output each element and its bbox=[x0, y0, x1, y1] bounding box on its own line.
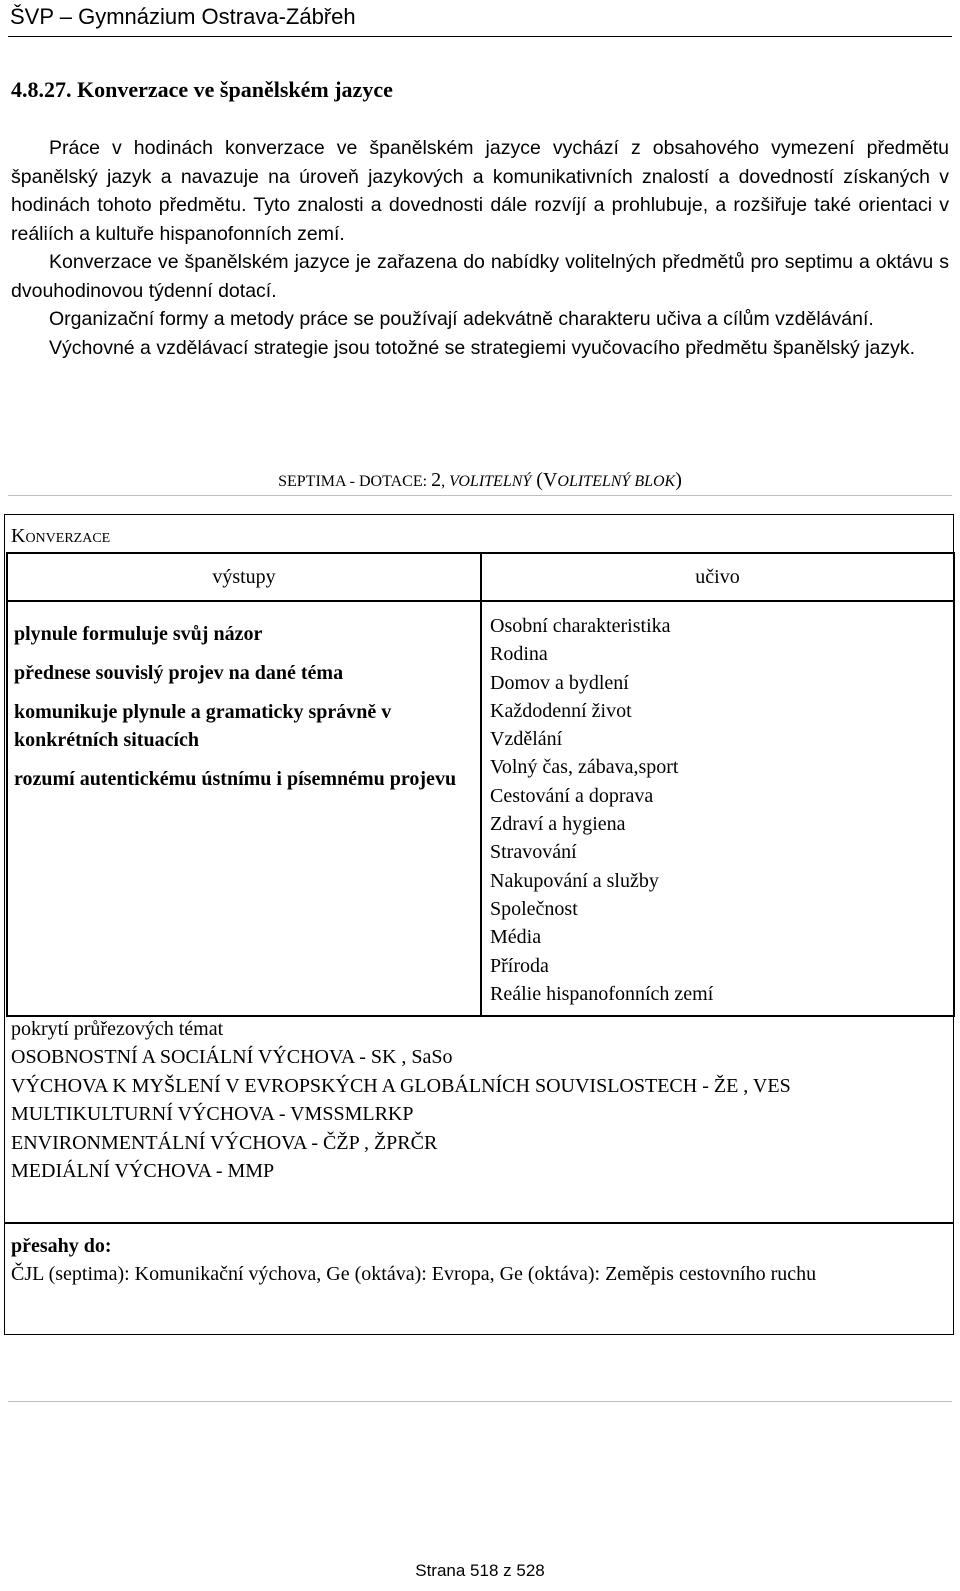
ucivo-item: Příroda bbox=[490, 954, 549, 977]
dotace-value: 2 bbox=[431, 469, 442, 491]
outputs-content-table bbox=[6, 552, 955, 1017]
intro-text bbox=[11, 134, 949, 362]
grade-name: SEPTIMA bbox=[278, 473, 346, 490]
presahy-section bbox=[11, 1232, 951, 1289]
ucivo-item: Cestování a doprava bbox=[490, 784, 654, 807]
ucivo-cell bbox=[481, 601, 954, 1016]
ucivo-item: Média bbox=[490, 926, 542, 949]
block-type: OLITELNÝ BLOK bbox=[557, 473, 676, 490]
ucivo-item: Vzdělání bbox=[490, 728, 563, 751]
header-divider bbox=[8, 36, 952, 37]
ucivo-item: Zdraví a hygiena bbox=[490, 813, 626, 836]
ucivo-item: Volný čas, zábava,sport bbox=[490, 756, 679, 779]
output-item: rozumí autentickému ústnímu i písemnému projevu bbox=[14, 768, 457, 790]
ucivo-item: Společnost bbox=[490, 897, 578, 920]
presahy-divider bbox=[4, 1222, 954, 1224]
intro-paragraph: Výchovné a vzdělávací strategie jsou totožné se strategiemi vyučovacího předmětu španělský jazyk. bbox=[49, 336, 916, 359]
presahy-label: přesahy do: bbox=[11, 1235, 112, 1257]
column-header-ucivo: učivo bbox=[481, 553, 954, 601]
konverzace-label: Konverzace bbox=[11, 525, 111, 547]
output-item: komunikuje plynule a gramaticky správně v konkrétních situacích bbox=[14, 701, 392, 751]
intro-paragraph: Práce v hodinách konverzace ve španělském jazyce vychází z obsahového vymezení předmětu španělský jazyk a navazuje na úroveň jazykových a komunikativních znalostí a dovedností získaných v hodinách tohoto předmětu. Tyto znalosti a dovednosti dále rozvíjí a prohlubuje, a rozšiřuje také orientaci v reáliích a kultuře hispanofonních zemí. bbox=[11, 137, 949, 245]
section-title: 4.8.27. Konverzace ve španělském jazyce bbox=[11, 77, 393, 102]
cross-topic-item: MEDIÁLNÍ VÝCHOVA - MMP bbox=[11, 1160, 275, 1183]
outputs-cell bbox=[7, 601, 481, 1016]
subject-type: VOLITELNÝ bbox=[449, 473, 532, 490]
intro-paragraph: Konverzace ve španělském jazyce je zařazena do nabídky volitelných předmětů pro septimu a oktávu s dvouhodinovou týdenní dotací. bbox=[11, 251, 949, 302]
cross-topic-item: OSOBNOSTNÍ A SOCIÁLNÍ VÝCHOVA - SK , SaSo bbox=[11, 1046, 453, 1069]
intro-paragraph: Organizační formy a metody práce se používají adekvátně charakteru učiva a cílům vzdělávání. bbox=[49, 308, 874, 330]
cross-topic-item: ENVIRONMENTÁLNÍ VÝCHOVA - ČŽP , ŽPRČR bbox=[11, 1131, 438, 1154]
ucivo-item: Nakupování a služby bbox=[490, 869, 659, 892]
cross-topics-section bbox=[11, 1015, 949, 1185]
cross-topic-item: MULTIKULTURNÍ VÝCHOVA - VMSSMLRKP bbox=[11, 1103, 414, 1126]
ucivo-item: Každodenní život bbox=[490, 699, 632, 722]
footer-divider bbox=[8, 1401, 952, 1402]
dotace-label: DOTACE bbox=[359, 473, 423, 490]
presahy-text: ČJL (septima): Komunikační výchova, Ge (oktáva): Evropa, Ge (oktáva): Zeměpis cestovního ruchu bbox=[11, 1263, 817, 1286]
output-item: plynule formuluje svůj názor bbox=[14, 623, 263, 645]
ucivo-item: Osobní charakteristika bbox=[490, 615, 671, 637]
ucivo-item: Stravování bbox=[490, 841, 577, 864]
ucivo-item: Domov a bydlení bbox=[490, 671, 629, 694]
ucivo-item: Rodina bbox=[490, 643, 548, 666]
page-number: Strana 518 z 528 bbox=[415, 1561, 545, 1580]
document-header-title: ŠVP – Gymnázium Ostrava-Zábřeh bbox=[10, 4, 356, 29]
subheading-divider bbox=[8, 495, 952, 496]
cross-topic-item: VÝCHOVA K MYŠLENÍ V EVROPSKÝCH A GLOBÁLNÍCH SOUVISLOSTECH - ŽE , VES bbox=[11, 1074, 791, 1097]
column-header-vystupy: výstupy bbox=[7, 553, 481, 601]
cross-topics-label: pokrytí průřezových témat bbox=[11, 1018, 224, 1040]
output-item: přednese souvislý projev na dané téma bbox=[14, 662, 344, 684]
grade-subheading: SEPTIMA - DOTACE: 2, VOLITELNÝ (VOLITELNÝ BLOK) bbox=[278, 469, 682, 491]
ucivo-item: Reálie hispanofonních zemí bbox=[490, 982, 714, 1005]
